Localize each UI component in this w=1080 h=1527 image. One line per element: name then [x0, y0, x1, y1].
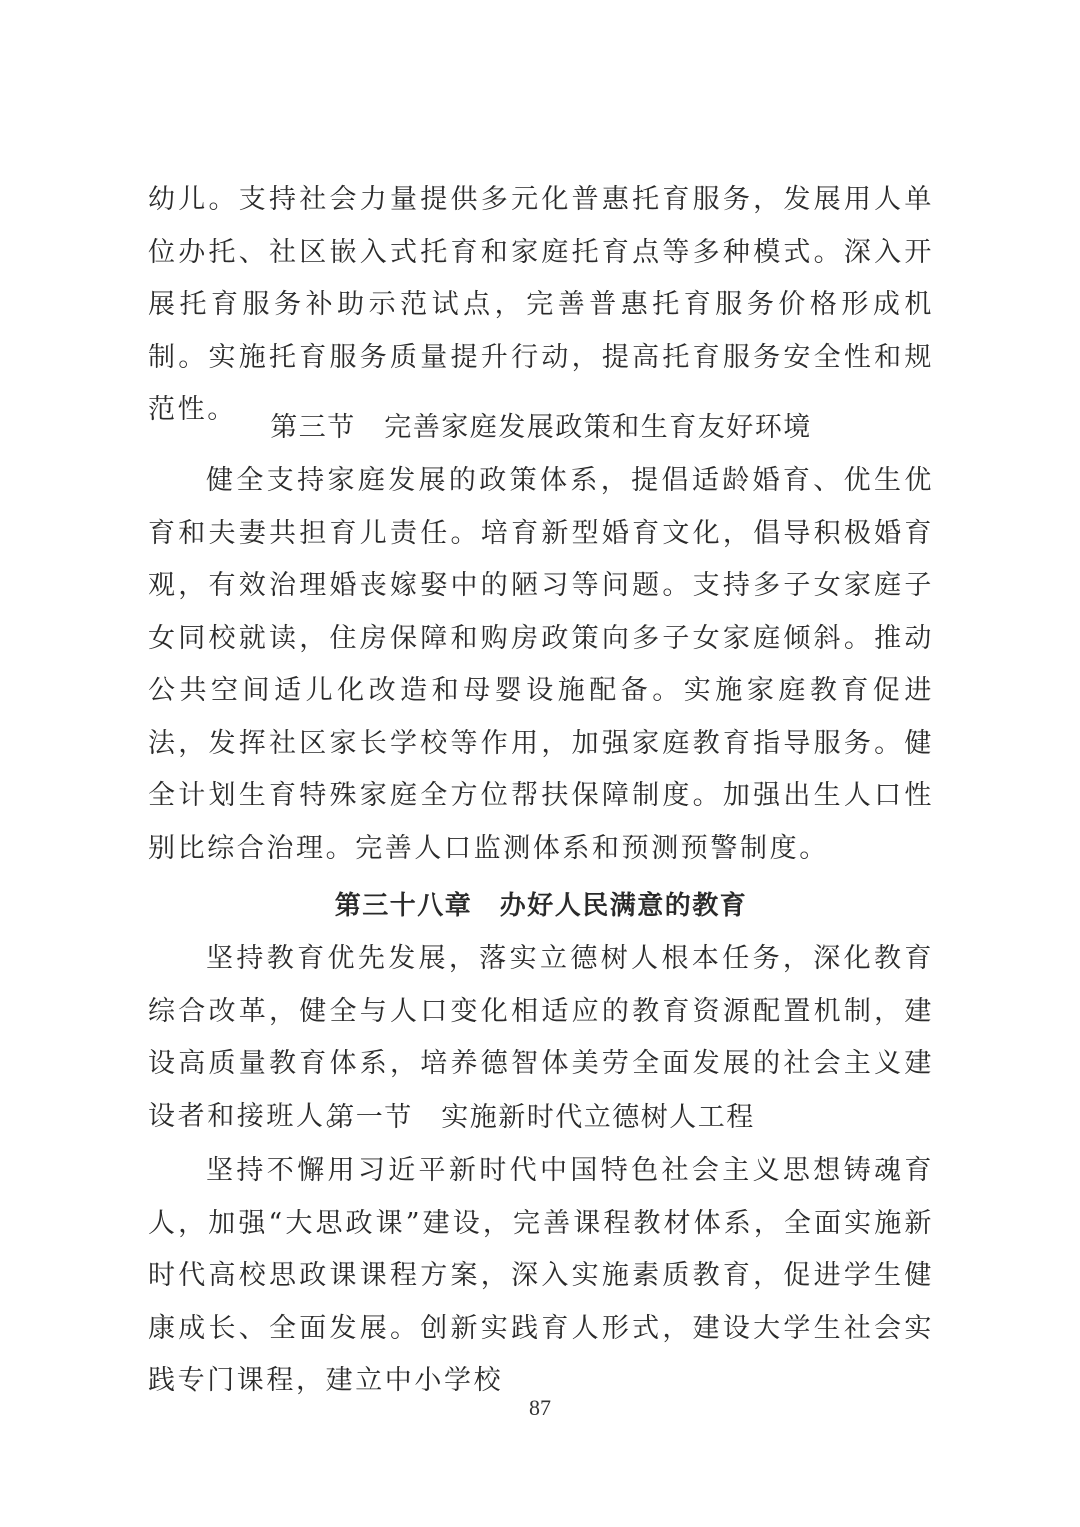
- education-intro-paragraph: 坚持教育优先发展，落实立德树人根本任务，深化教育综合改革，健全与人口变化相适应的教育资源配置机制，建设高质量教育体系，培养德智体美劳全面发展的社会主义建设者和接班人。: [148, 943, 934, 1132]
- family-policy-paragraph: 健全支持家庭发展的政策体系，提倡适龄婚育、优生优育和夫妻共担育儿责任。培育新型婚育文化，倡导积极婚育观，有效治理婚丧嫁娶中的陋习等问题。支持多子女家庭子女同校就读，住房保障和购房政策向多子女家庭倾斜。推动公共空间适儿化改造和母婴设施配备。实施家庭教育促进法，发挥社区家长学校等作用，加强家庭教育指导服务。健全计划生育特殊家庭全方位帮扶保障制度。加强出生人口性别比综合治理。完善人口监测体系和预测预警制度。: [148, 465, 934, 864]
- moral-education-paragraph: 坚持不懈用习近平新时代中国特色社会主义思想铸魂育人，加强“大思政课”建设，完善课程教材体系，全面实施新时代高校思政课课程方案，深入实施素质教育，促进学生健康成长、全面发展。创新实践育人形式，建设大学生社会实践专门课程，建立中小学校: [148, 1155, 934, 1396]
- section-heading-moral-education: 第一节 实施新时代立德树人工程: [327, 1102, 755, 1133]
- continued-paragraph: 幼儿。支持社会力量提供多元化普惠托育服务，发展用人单位办托、社区嵌入式托育和家庭托育点等多种模式。深入开展托育服务补助示范试点，完善普惠托育服务价格形成机制。实施托育服务质量提升行动，提高托育服务安全性和规范性。: [148, 184, 934, 425]
- page-number: 87: [529, 1395, 551, 1420]
- chapter-heading-education: 第三十八章 办好人民满意的教育: [334, 891, 748, 921]
- section-heading-family-policy: 第三节 完善家庭发展政策和生育友好环境: [270, 412, 812, 443]
